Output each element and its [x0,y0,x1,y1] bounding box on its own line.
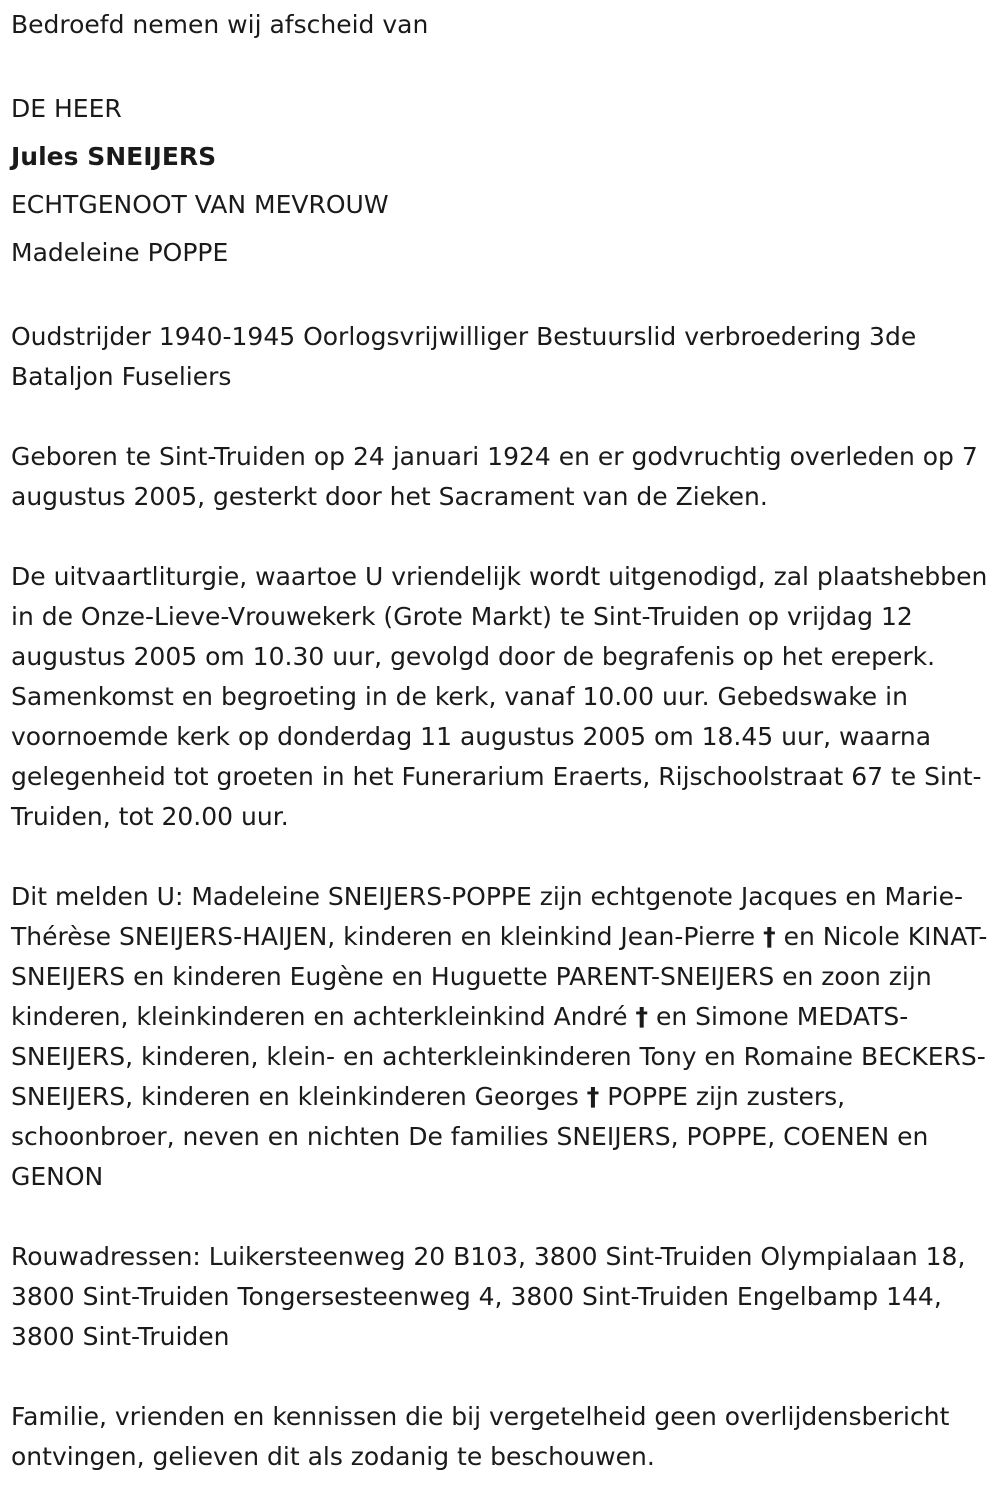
addresses-paragraph: Rouwadressen: Luikersteenweg 20 B103, 3800 Sint-Truiden Olympialaan 18, 3800 Sint-Truiden Tongersesteenweg 4, 3800 Sint-Truiden Engelbamp 144, 3800 Sint-Truiden [11,1242,966,1351]
birth-death-paragraph: Geboren te Sint-Truiden op 24 januari 1924 en er godvruchtig overleden op 7 augustus 2005, gesterkt door het Sacrament van de Zieken. [11,442,978,511]
spacer [11,397,990,437]
spacer [11,45,990,85]
cross-icon: † [586,1082,600,1111]
spacer [11,1357,990,1397]
family-text-1: Dit melden U: Madeleine SNEIJERS-POPPE zijn echtgenote Jacques en Marie-Thérèse SNEIJERS-HAIJEN, kinderen en kleinkind Jean-Pierre [11,882,964,951]
spouse-label: ECHTGENOOT VAN MEVROUW [11,190,389,219]
spacer [11,517,990,557]
closing-paragraph: Familie, vrienden en kennissen die bij vergetelheid geen overlijdensbericht ontvingen, gelieven dit als zodanig te beschouwen. [11,1402,950,1471]
family-paragraph [11,877,990,1197]
family-text-4: POPPE zijn zusters, schoonbroer, neven en nichten De families SNEIJERS, POPPE, COENEN en GENON [11,1082,929,1191]
spouse-name: Madeleine POPPE [11,238,229,267]
funeral-paragraph: De uitvaartliturgie, waartoe U vriendelijk wordt uitgenodigd, zal plaatshebben in de Onze-Lieve-Vrouwekerk (Grote Markt) te Sint-Truiden op vrijdag 12 augustus 2005 om 10.30 uur, gevolgd door de begrafenis op het ereperk. Samenkomst en begroeting in de kerk, vanaf 10.00 uur. Gebedswake in voornoemde kerk op donderdag 11 augustus 2005 om 18.45 uur, waarna gelegenheid tot groeten in het Funerarium Eraerts, Rijschoolstraat 67 te Sint-Truiden, tot 20.00 uur. [11,562,988,831]
spacer [11,1197,990,1237]
family-text-3: en Simone MEDATS-SNEIJERS, kinderen, klein- en achterkleinkinderen Tony en Romaine BECKERS-SNEIJERS, kinderen en kleinkinderen Georges [11,1002,986,1111]
title-text: DE HEER [11,94,122,123]
roles-paragraph: Oudstrijder 1940-1945 Oorlogsvrijwilliger Bestuurslid verbroedering 3de Bataljon Fuseliers [11,322,917,391]
intro-text: Bedroefd nemen wij afscheid van [11,10,429,39]
cross-icon: † [763,922,776,951]
spacer [11,837,990,877]
cross-icon: † [635,1002,648,1031]
spacer [11,277,990,317]
deceased-name: Jules SNEIJERS [11,142,217,171]
family-text-2: en Nicole KINAT-SNEIJERS en kinderen Eugène en Huguette PARENT-SNEIJERS en zoon zijn kinderen, kleinkinderen en achterkleinkind André [11,922,988,1031]
